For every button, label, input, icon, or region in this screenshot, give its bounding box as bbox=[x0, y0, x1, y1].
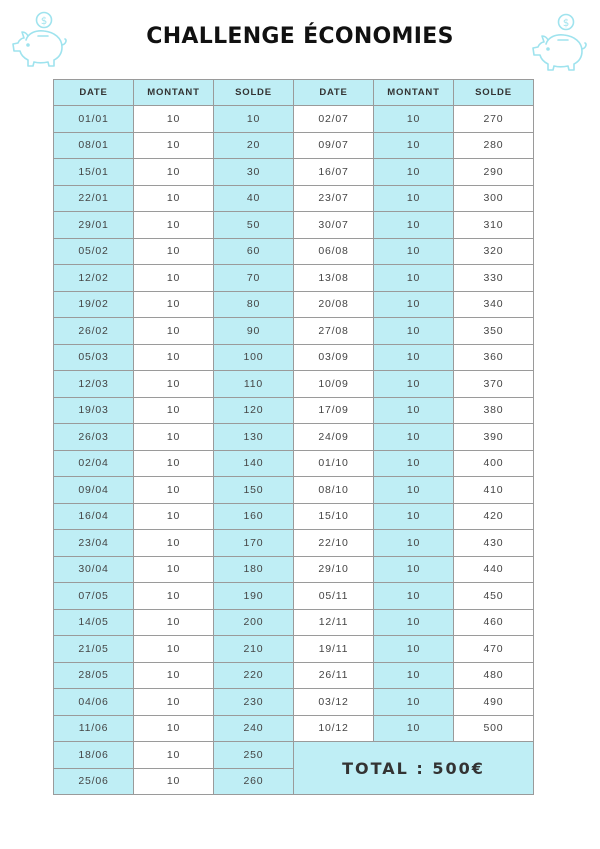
cell-date: 26/02 bbox=[54, 318, 134, 345]
cell-date: 10/09 bbox=[294, 371, 374, 398]
table-row bbox=[54, 715, 534, 742]
cell-montant: 10 bbox=[374, 715, 454, 742]
cell-date: 09/07 bbox=[294, 132, 374, 159]
cell-date: 06/08 bbox=[294, 238, 374, 265]
cell-montant: 10 bbox=[374, 371, 454, 398]
cell-montant: 10 bbox=[134, 212, 214, 239]
cell-solde: 460 bbox=[454, 609, 534, 636]
cell-date: 03/12 bbox=[294, 689, 374, 716]
cell-montant: 10 bbox=[134, 238, 214, 265]
cell-montant: 10 bbox=[134, 689, 214, 716]
cell-solde: 30 bbox=[214, 159, 294, 186]
cell-montant: 10 bbox=[134, 583, 214, 610]
cell-montant: 10 bbox=[374, 583, 454, 610]
cell-montant: 10 bbox=[374, 212, 454, 239]
cell-date: 23/04 bbox=[54, 530, 134, 557]
table-row bbox=[54, 689, 534, 716]
cell-solde: 180 bbox=[214, 556, 294, 583]
cell-date: 15/10 bbox=[294, 503, 374, 530]
cell-solde: 200 bbox=[214, 609, 294, 636]
table-row bbox=[54, 132, 534, 159]
cell-date: 04/06 bbox=[54, 689, 134, 716]
cell-date: 07/05 bbox=[54, 583, 134, 610]
cell-date: 16/07 bbox=[294, 159, 374, 186]
cell-montant: 10 bbox=[134, 159, 214, 186]
svg-text:$: $ bbox=[562, 18, 570, 29]
table-row bbox=[54, 265, 534, 292]
cell-date: 05/11 bbox=[294, 583, 374, 610]
cell-montant: 10 bbox=[374, 477, 454, 504]
cell-montant: 10 bbox=[374, 132, 454, 159]
table-row bbox=[54, 344, 534, 371]
cell-montant: 10 bbox=[374, 397, 454, 424]
cell-solde: 110 bbox=[214, 371, 294, 398]
cell-montant: 10 bbox=[134, 636, 214, 663]
table-row bbox=[54, 450, 534, 477]
cell-solde: 390 bbox=[454, 424, 534, 451]
cell-solde: 20 bbox=[214, 132, 294, 159]
table-row bbox=[54, 583, 534, 610]
cell-solde: 250 bbox=[214, 742, 294, 769]
cell-date: 30/07 bbox=[294, 212, 374, 239]
column-header-date: DATE bbox=[294, 80, 374, 106]
cell-solde: 170 bbox=[214, 530, 294, 557]
cell-date: 18/06 bbox=[54, 742, 134, 769]
cell-montant: 10 bbox=[134, 556, 214, 583]
cell-date: 12/02 bbox=[54, 265, 134, 292]
cell-montant: 10 bbox=[374, 503, 454, 530]
cell-date: 12/03 bbox=[54, 371, 134, 398]
cell-solde: 260 bbox=[214, 768, 294, 795]
cell-montant: 10 bbox=[374, 238, 454, 265]
cell-solde: 350 bbox=[454, 318, 534, 345]
cell-solde: 40 bbox=[214, 185, 294, 212]
cell-date: 25/06 bbox=[54, 768, 134, 795]
cell-date: 29/01 bbox=[54, 212, 134, 239]
cell-montant: 10 bbox=[374, 662, 454, 689]
cell-date: 11/06 bbox=[54, 715, 134, 742]
cell-solde: 140 bbox=[214, 450, 294, 477]
cell-date: 26/11 bbox=[294, 662, 374, 689]
cell-montant: 10 bbox=[134, 265, 214, 292]
cell-solde: 300 bbox=[454, 185, 534, 212]
cell-solde: 70 bbox=[214, 265, 294, 292]
table-row bbox=[54, 636, 534, 663]
cell-date: 26/03 bbox=[54, 424, 134, 451]
cell-solde: 130 bbox=[214, 424, 294, 451]
cell-solde: 410 bbox=[454, 477, 534, 504]
cell-solde: 290 bbox=[454, 159, 534, 186]
cell-montant: 10 bbox=[374, 159, 454, 186]
cell-montant: 10 bbox=[374, 106, 454, 133]
cell-solde: 280 bbox=[454, 132, 534, 159]
cell-solde: 420 bbox=[454, 503, 534, 530]
page-title: CHALLENGE ÉCONOMIES bbox=[146, 24, 454, 49]
cell-date: 21/05 bbox=[54, 636, 134, 663]
cell-solde: 340 bbox=[454, 291, 534, 318]
cell-solde: 60 bbox=[214, 238, 294, 265]
cell-montant: 10 bbox=[134, 132, 214, 159]
cell-solde: 330 bbox=[454, 265, 534, 292]
cell-solde: 380 bbox=[454, 397, 534, 424]
cell-date: 28/05 bbox=[54, 662, 134, 689]
table-row bbox=[54, 238, 534, 265]
column-header-montant: MONTANT bbox=[374, 80, 454, 106]
cell-solde: 230 bbox=[214, 689, 294, 716]
cell-solde: 430 bbox=[454, 530, 534, 557]
cell-date: 01/10 bbox=[294, 450, 374, 477]
cell-solde: 320 bbox=[454, 238, 534, 265]
table-row bbox=[54, 424, 534, 451]
cell-solde: 90 bbox=[214, 318, 294, 345]
column-header-date: DATE bbox=[54, 80, 134, 106]
cell-montant: 10 bbox=[134, 397, 214, 424]
cell-date: 03/09 bbox=[294, 344, 374, 371]
column-header-solde: SOLDE bbox=[214, 80, 294, 106]
table-row bbox=[54, 185, 534, 212]
table-row bbox=[54, 556, 534, 583]
cell-montant: 10 bbox=[134, 477, 214, 504]
total-cell: TOTAL : 500€ bbox=[294, 742, 534, 795]
cell-solde: 270 bbox=[454, 106, 534, 133]
table-row bbox=[54, 530, 534, 557]
cell-montant: 10 bbox=[134, 185, 214, 212]
table-row bbox=[54, 212, 534, 239]
cell-solde: 400 bbox=[454, 450, 534, 477]
cell-date: 16/04 bbox=[54, 503, 134, 530]
table-row bbox=[54, 397, 534, 424]
table-row bbox=[54, 291, 534, 318]
cell-date: 12/11 bbox=[294, 609, 374, 636]
cell-solde: 210 bbox=[214, 636, 294, 663]
cell-solde: 220 bbox=[214, 662, 294, 689]
cell-date: 05/02 bbox=[54, 238, 134, 265]
cell-montant: 10 bbox=[134, 715, 214, 742]
cell-montant: 10 bbox=[374, 609, 454, 636]
table-row bbox=[54, 159, 534, 186]
cell-montant: 10 bbox=[134, 371, 214, 398]
cell-solde: 150 bbox=[214, 477, 294, 504]
table-row bbox=[54, 477, 534, 504]
cell-solde: 480 bbox=[454, 662, 534, 689]
cell-solde: 100 bbox=[214, 344, 294, 371]
cell-date: 30/04 bbox=[54, 556, 134, 583]
cell-montant: 10 bbox=[134, 742, 214, 769]
svg-text:$: $ bbox=[40, 16, 48, 27]
cell-montant: 10 bbox=[134, 106, 214, 133]
savings-table bbox=[53, 79, 534, 795]
cell-date: 20/08 bbox=[294, 291, 374, 318]
cell-date: 22/10 bbox=[294, 530, 374, 557]
cell-montant: 10 bbox=[134, 768, 214, 795]
cell-montant: 10 bbox=[374, 185, 454, 212]
cell-solde: 160 bbox=[214, 503, 294, 530]
cell-montant: 10 bbox=[134, 503, 214, 530]
cell-date: 23/07 bbox=[294, 185, 374, 212]
table-row bbox=[54, 106, 534, 133]
cell-montant: 10 bbox=[134, 450, 214, 477]
cell-date: 24/09 bbox=[294, 424, 374, 451]
cell-montant: 10 bbox=[374, 424, 454, 451]
cell-montant: 10 bbox=[374, 530, 454, 557]
cell-date: 01/01 bbox=[54, 106, 134, 133]
cell-date: 19/02 bbox=[54, 291, 134, 318]
cell-date: 05/03 bbox=[54, 344, 134, 371]
cell-solde: 450 bbox=[454, 583, 534, 610]
cell-date: 02/07 bbox=[294, 106, 374, 133]
table-header-row bbox=[54, 80, 534, 106]
cell-date: 13/08 bbox=[294, 265, 374, 292]
cell-date: 02/04 bbox=[54, 450, 134, 477]
cell-solde: 120 bbox=[214, 397, 294, 424]
cell-solde: 190 bbox=[214, 583, 294, 610]
cell-montant: 10 bbox=[374, 450, 454, 477]
cell-solde: 490 bbox=[454, 689, 534, 716]
cell-montant: 10 bbox=[374, 344, 454, 371]
table-row bbox=[54, 371, 534, 398]
cell-date: 15/01 bbox=[54, 159, 134, 186]
cell-date: 17/09 bbox=[294, 397, 374, 424]
cell-montant: 10 bbox=[134, 609, 214, 636]
cell-montant: 10 bbox=[374, 291, 454, 318]
cell-montant: 10 bbox=[134, 318, 214, 345]
cell-montant: 10 bbox=[134, 662, 214, 689]
cell-montant: 10 bbox=[134, 530, 214, 557]
table-row bbox=[54, 662, 534, 689]
cell-montant: 10 bbox=[374, 318, 454, 345]
cell-date: 14/05 bbox=[54, 609, 134, 636]
cell-date: 29/10 bbox=[294, 556, 374, 583]
cell-date: 10/12 bbox=[294, 715, 374, 742]
cell-montant: 10 bbox=[134, 291, 214, 318]
cell-montant: 10 bbox=[374, 265, 454, 292]
cell-date: 09/04 bbox=[54, 477, 134, 504]
cell-montant: 10 bbox=[374, 556, 454, 583]
cell-solde: 50 bbox=[214, 212, 294, 239]
cell-solde: 310 bbox=[454, 212, 534, 239]
cell-solde: 440 bbox=[454, 556, 534, 583]
cell-date: 08/10 bbox=[294, 477, 374, 504]
cell-solde: 10 bbox=[214, 106, 294, 133]
table-row bbox=[54, 318, 534, 345]
cell-date: 22/01 bbox=[54, 185, 134, 212]
cell-solde: 240 bbox=[214, 715, 294, 742]
table-row bbox=[54, 609, 534, 636]
table-row bbox=[54, 742, 534, 769]
cell-solde: 500 bbox=[454, 715, 534, 742]
cell-montant: 10 bbox=[134, 344, 214, 371]
cell-montant: 10 bbox=[374, 689, 454, 716]
table-row bbox=[54, 503, 534, 530]
column-header-montant: MONTANT bbox=[134, 80, 214, 106]
cell-date: 27/08 bbox=[294, 318, 374, 345]
cell-solde: 470 bbox=[454, 636, 534, 663]
column-header-solde: SOLDE bbox=[454, 80, 534, 106]
cell-date: 19/11 bbox=[294, 636, 374, 663]
cell-solde: 360 bbox=[454, 344, 534, 371]
cell-date: 19/03 bbox=[54, 397, 134, 424]
cell-montant: 10 bbox=[374, 636, 454, 663]
cell-solde: 370 bbox=[454, 371, 534, 398]
cell-date: 08/01 bbox=[54, 132, 134, 159]
cell-montant: 10 bbox=[134, 424, 214, 451]
cell-solde: 80 bbox=[214, 291, 294, 318]
